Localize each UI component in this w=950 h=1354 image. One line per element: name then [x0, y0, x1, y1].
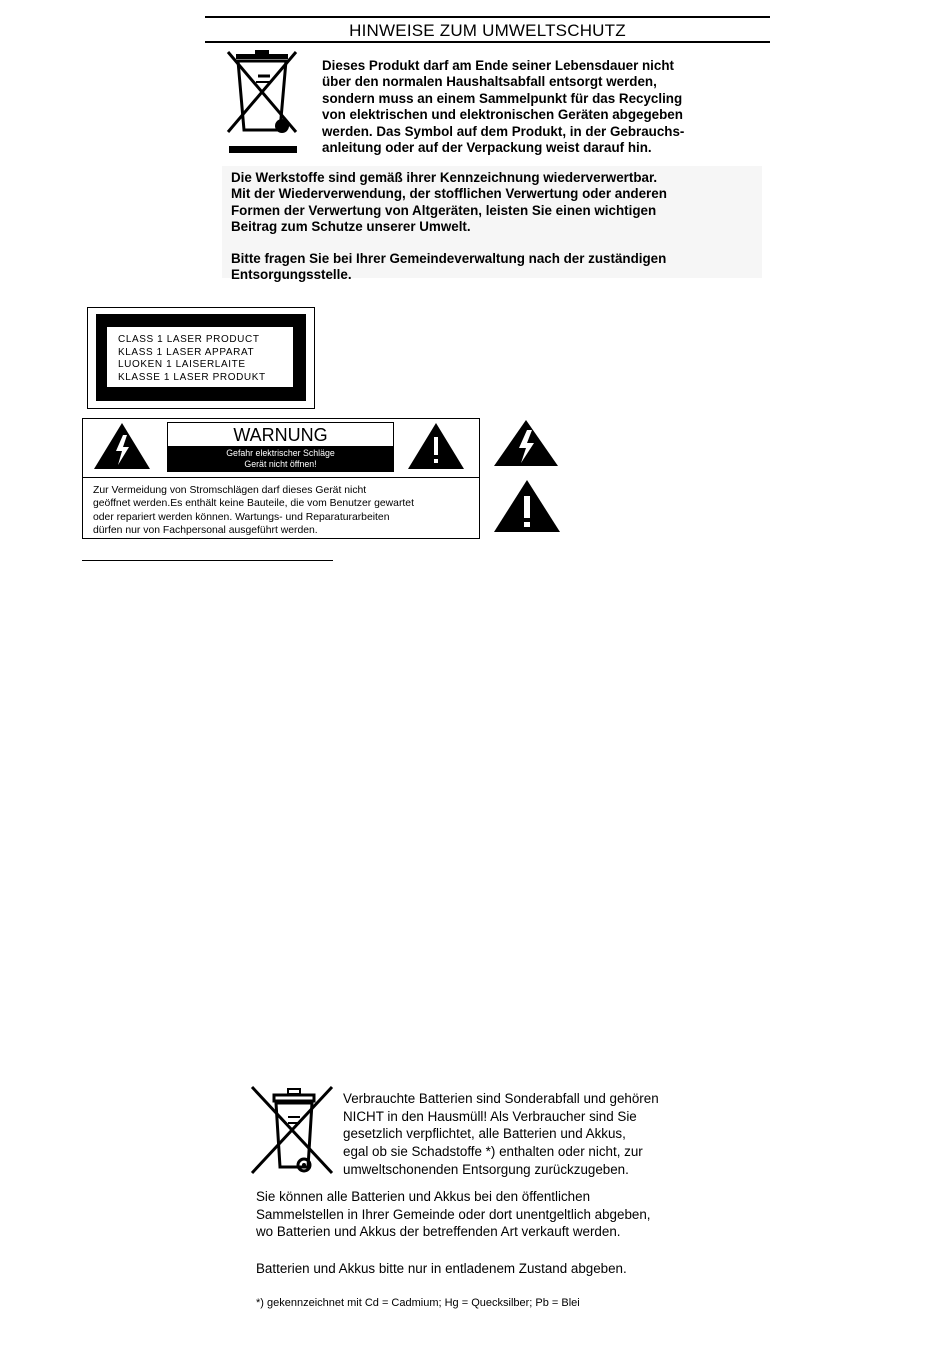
title-rule-top	[205, 16, 770, 18]
warning-subtitle-line: Gerät nicht öffnen!	[244, 459, 317, 469]
environment-paragraph-recycling	[231, 170, 751, 236]
battery-paragraph-discharged: Batterien und Akkus bitte nur in entladenem Zustand abgeben.	[256, 1261, 627, 1276]
text-line: Bitte fragen Sie bei Ihrer Gemeindeverwaltung nach der zuständigen	[231, 251, 667, 266]
warning-title: WARNUNG	[233, 425, 328, 445]
warning-subtitle-line: Gefahr elektrischer Schläge	[226, 448, 335, 458]
exclamation-warning-icon	[406, 421, 466, 471]
battery-paragraph-collection	[256, 1188, 736, 1241]
laser-line: KLASSE 1 LASER PRODUKT	[118, 371, 266, 383]
text-line: umweltschonenden Entsorgung zurückzugeben.	[343, 1161, 629, 1177]
text-line: oder repariert werden können. Wartungs- und Reparaturarbeiten	[93, 511, 390, 523]
warning-divider	[82, 477, 480, 478]
text-line: Verbrauchte Batterien sind Sonderabfall und gehören	[343, 1091, 659, 1106]
text-line: sondern muss an einem Sammelpunkt für das Recycling	[322, 90, 683, 106]
text-line: egal ob sie Schadstoffe *) enthalten oder nicht, zur	[343, 1144, 643, 1160]
text-line: werden. Das Symbol auf dem Produkt, in der Gebrauchs-	[322, 123, 685, 139]
laser-label-text	[118, 334, 293, 384]
text-line: Die Werkstoffe sind gemäß ihrer Kennzeichnung wiederverwertbar.	[231, 170, 658, 185]
battery-footnote: *) gekennzeichnet mit Cd = Cadmium; Hg = Quecksilber; Pb = Blei	[256, 1297, 580, 1309]
laser-line: CLASS 1 LASER PRODUCT	[118, 334, 260, 345]
title-rule-bottom	[205, 41, 770, 43]
environment-title: HINWEISE ZUM UMWELTSCHUTZ	[349, 21, 626, 40]
crossed-out-battery-bin-icon	[248, 1083, 336, 1178]
warning-text	[93, 484, 477, 538]
text-line: anleitung oder auf der Verpackung weist darauf hin.	[322, 140, 652, 156]
text-line: Mit der Wiederverwendung, der stofflichen Verwertung oder anderen	[231, 186, 667, 202]
environment-paragraph-disposal	[322, 58, 762, 156]
text-line: Beitrag zum Schutze unserer Umwelt.	[231, 219, 471, 235]
crossed-out-wheelie-bin-icon	[222, 48, 304, 158]
text-line: Sammelstellen in Ihrer Gemeinde oder dort unentgeltlich abgeben,	[256, 1206, 651, 1222]
section-rule	[82, 560, 333, 561]
lightning-warning-icon	[492, 418, 560, 468]
lightning-warning-icon	[92, 421, 152, 471]
battery-paragraph-hazardous	[343, 1090, 733, 1179]
laser-line: LUOKEN 1 LAISERLAITE	[118, 359, 246, 371]
text-line: geöffnet werden.Es enthält keine Bauteile, die vom Benutzer gewartet	[93, 498, 414, 510]
text-line: dürfen nur von Fachpersonal ausgeführt werden.	[93, 525, 318, 537]
text-line: Dieses Produkt darf am Ende seiner Lebensdauer nicht	[322, 58, 674, 73]
environment-paragraph-contact	[231, 251, 751, 284]
text-line: wo Batterien und Akkus der betreffenden Art verkauft werden.	[256, 1224, 621, 1240]
text-line: von elektrischen und elektronischen Geräten abgegeben	[322, 107, 683, 123]
text-line: über den normalen Haushaltsabfall entsorgt werden,	[322, 74, 657, 90]
text-line: NICHT in den Hausmüll! Als Verbraucher sind Sie	[343, 1108, 637, 1124]
text-line: Formen der Verwertung von Altgeräten, leisten Sie einen wichtigen	[231, 202, 657, 218]
text-line: Zur Vermeidung von Stromschlägen darf dieses Gerät nicht	[93, 485, 367, 496]
laser-line: KLASS 1 LASER APPARAT	[118, 346, 255, 358]
text-line: gesetzlich verpflichtet, alle Batterien und Akkus,	[343, 1126, 626, 1142]
exclamation-warning-icon	[492, 478, 562, 534]
text-line: Sie können alle Batterien und Akkus bei den öffentlichen	[256, 1189, 591, 1204]
text-line: Entsorgungsstelle.	[231, 267, 352, 283]
